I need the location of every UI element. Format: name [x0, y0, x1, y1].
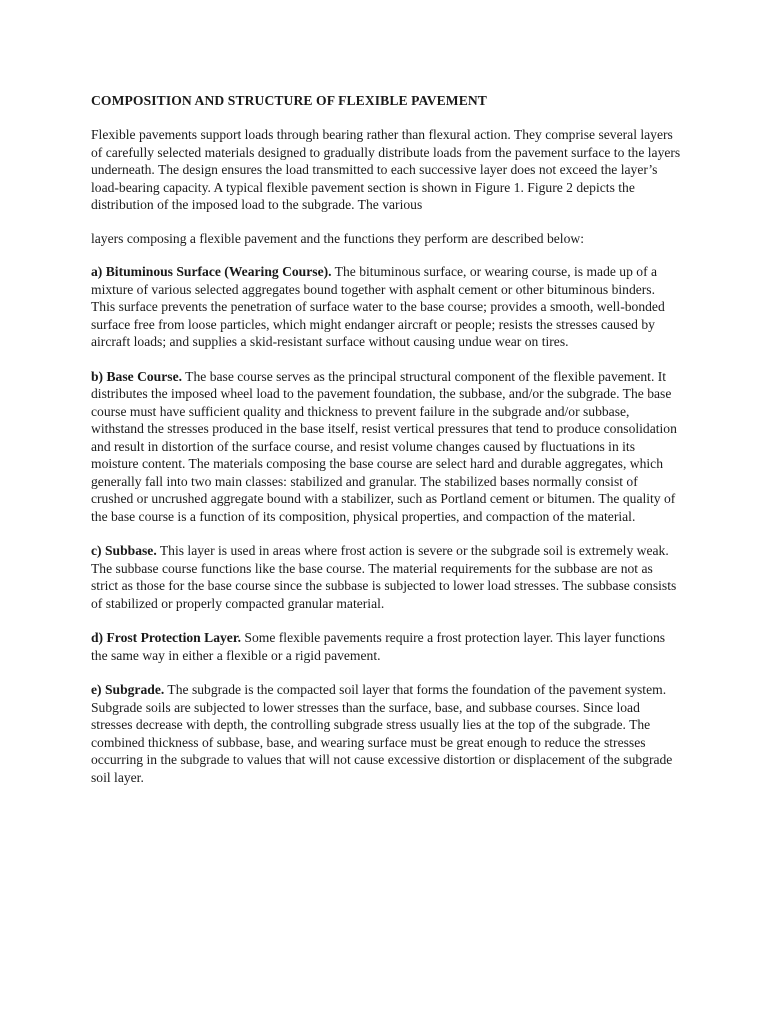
section-text: The bituminous surface, or wearing course, is made up of a mixture of various selected aggregates bound together with asphalt cement or other bituminous binders. This surface prevents the penetration of surface water to the base course; provides a smooth, well-bonded surface free from loose particles, which might endanger aircraft or people; resists the stresses caused by aircraft loads; and supplies a skid-resistant surface without causing undue wear on tires. — [91, 264, 665, 349]
section-term: b) Base Course. — [91, 368, 183, 384]
section-subbase — [91, 542, 681, 612]
section-bituminous-surface — [91, 263, 681, 351]
section-text: This layer is used in areas where frost action is severe or the subgrade soil is extremely weak. The subbase course functions like the base course. The material requirements for the subbase are not as strict as those for the base course since the subbase is subjected to lower load stresses. The subbase consists of stabilized or properly compacted granular material. — [91, 543, 677, 611]
document-title: COMPOSITION AND STRUCTURE OF FLEXIBLE PAVEMENT — [91, 93, 487, 108]
section-subgrade — [91, 681, 681, 786]
document-page — [91, 92, 681, 803]
section-term: a) Bituminous Surface (Wearing Course). — [91, 264, 332, 279]
intro-paragraph: Flexible pavements support loads through bearing rather than flexural action. They comprise several layers of carefully selected materials designed to gradually distribute loads from the pavement surface to the layers underneath. The design ensures the load transmitted to each successive layer does not exceed the layer’s load-bearing capacity. A typical flexible pavement section is shown in Figure 1. Figure 2 depicts the distribution of the imposed load to the subgrade. The various — [91, 127, 681, 212]
section-text: The base course serves as the principal structural component of the flexible pavement. It distributes the imposed wheel load to the pavement foundation, the subbase, and/or the subgrade. The base course must have sufficient quality and thickness to prevent failure in the subgrade and/or subbase, withstand the stresses produced in the base itself, resist vertical pressures that tend to produce consolidation and result in distortion of the surface course, and resist volume changes caused by fluctuations in its moisture content. The materials composing the base course are select hard and durable aggregates, which generally fall into two main classes: stabilized and granular. The stabilized bases normally consist of crushed or uncrushed aggregate bound with a stabilizer, such as Portland cement or bitumen. The quality of the base course is a function of its composition, physical properties, and compaction of the material. — [91, 368, 677, 524]
section-term: d) Frost Protection Layer. — [91, 630, 242, 645]
section-text: The subgrade is the compacted soil layer that forms the foundation of the pavement system. Subgrade soils are subjected to lower stresses than the surface, base, and subbase courses. Since load stresses decrease with depth, the controlling subgrade stress usually lies at the top of the subgrade. The combined thickness of subbase, base, and wearing surface must be great enough to reduce the stresses occurring in the subgrade to values that will not cause excessive distortion or displacement of the subgrade soil layer. — [91, 682, 673, 785]
section-frost-protection-layer — [91, 629, 681, 664]
section-term: c) Subbase. — [91, 543, 157, 558]
section-base-course — [91, 368, 681, 526]
section-text: Some flexible pavements require a frost protection layer. This layer functions the same way in either a flexible or a rigid pavement. — [91, 630, 666, 663]
intro-paragraph-continued: layers composing a flexible pavement and the functions they perform are described below: — [91, 230, 584, 246]
section-term: e) Subgrade. — [91, 682, 165, 697]
